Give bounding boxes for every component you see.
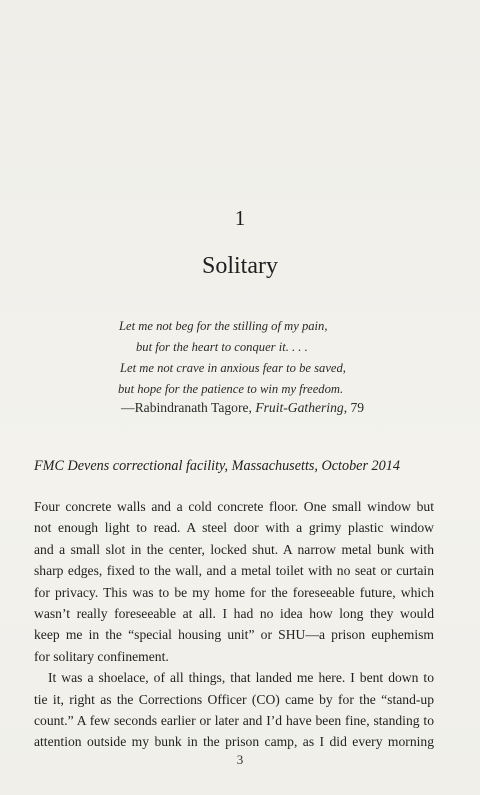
- attribution-page: , 79: [343, 400, 365, 415]
- text-line: Four concrete walls and a cold concrete floor. One small window but: [34, 499, 434, 514]
- body-text: [34, 496, 434, 753]
- text-line: It was a shoelace, of all things, that landed me here. I bent down to: [48, 670, 434, 686]
- chapter-number: 1: [234, 206, 246, 230]
- text-line: count.” A few seconds earlier or later and I’d have been fine, standing to: [34, 712, 434, 728]
- text-line: tie it, right as the Corrections Officer (CO) came by for the “stand-up: [34, 691, 434, 707]
- text-line: wasn’t really foreseeable at all. I had no idea how long they would: [34, 605, 434, 621]
- text-line: not enough light to read. A steel door with a grimy plastic window: [34, 520, 434, 536]
- location-heading: FMC Devens correctional facility, Massachusetts, October 2014: [34, 458, 400, 474]
- text-line: and a small slot in the center, locked shut. A narrow metal bunk with: [34, 541, 434, 557]
- epigraph-line: but for the heart to conquer it. . . .: [136, 340, 308, 354]
- epigraph-line: Let me not beg for the stilling of my pain,: [119, 319, 328, 333]
- text-line: for privacy. This was to be my home for the foreseeable future, which: [34, 584, 434, 600]
- epigraph-line: but hope for the patience to win my freedom.: [118, 382, 344, 396]
- text-line: for solitary confinement.: [34, 648, 169, 664]
- attribution-work: Fruit-Gathering: [255, 400, 344, 415]
- paragraph: [34, 667, 434, 753]
- text-line: sharp edges, fixed to the wall, and a metal toilet with no seat or curtain: [34, 563, 434, 579]
- text-line: attention outside my bunk in the prison camp, as I did every morning: [34, 734, 434, 750]
- paragraph: [34, 496, 434, 667]
- epigraph-line: Let me not crave in anxious fear to be saved,: [120, 361, 346, 375]
- page-number: 3: [236, 752, 244, 767]
- chapter-title: Solitary: [202, 253, 278, 279]
- attribution-author: —Rabindranath Tagore,: [121, 400, 256, 415]
- text-line: keep me in the “special housing unit” or SHU—a prison euphemism: [34, 627, 434, 643]
